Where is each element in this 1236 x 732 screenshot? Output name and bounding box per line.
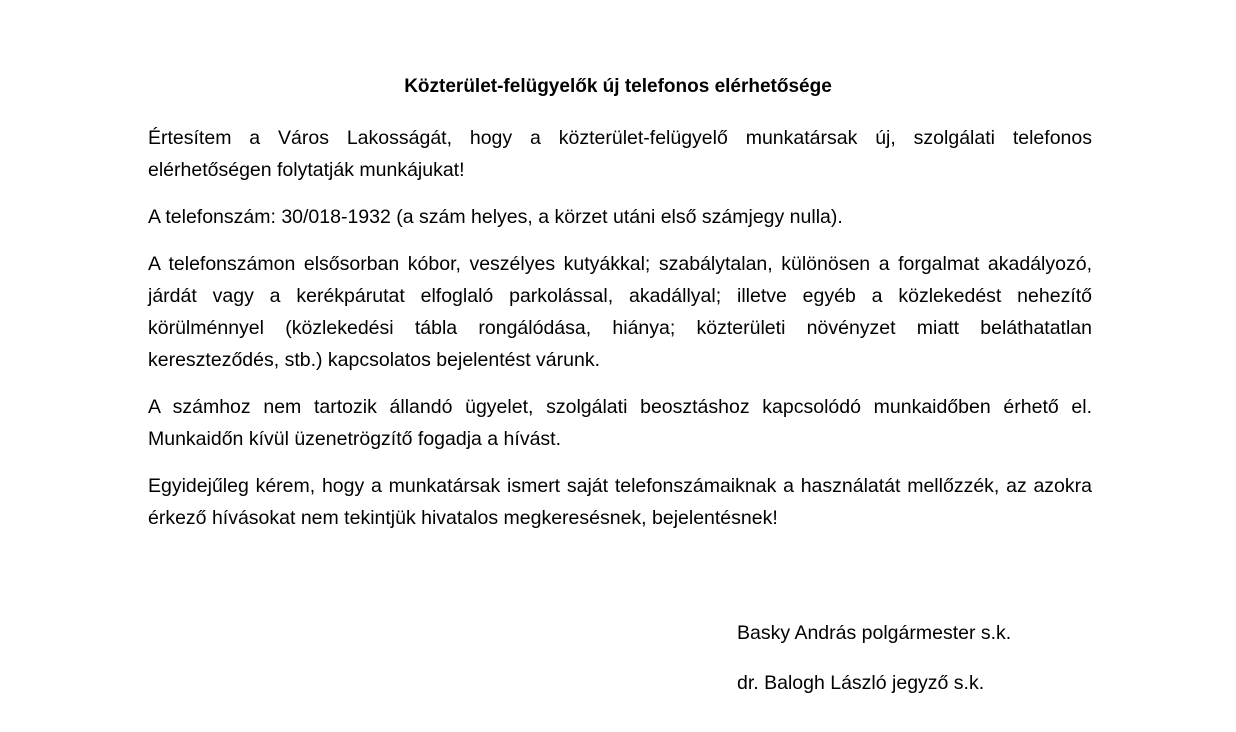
document-title: Közterület-felügyelők új telefonos elérhetősége <box>404 76 832 97</box>
paragraph-phone-number: A telefonszám: 30/018-1932 (a szám helyes, a körzet utáni első számjegy nulla). <box>148 206 843 228</box>
paragraph-request: Egyidejűleg kérem, hogy a munkatársak ismert saját telefonszámaiknak a használatát mellőzzék, az azokra érkező hívásokat nem tekintjük hivatalos megkeresésnek, bejelentésnek! <box>148 475 1092 529</box>
paragraph-availability: A számhoz nem tartozik állandó ügyelet, szolgálati beosztáshoz kapcsolódó munkaidőben érhető el. Munkaidőn kívül üzenetrögzítő fogadja a hívást. <box>148 396 1092 450</box>
paragraph-report-topics: A telefonszámon elsősorban kóbor, veszélyes kutyákkal; szabálytalan, különösen a forgalmat akadályozó, járdát vagy a kerékpárutat elfoglaló parkolással, akadállyal; illetve egyéb a közlekedést nehezítő körülménnyel (közlekedési tábla rongálódása, hiánya; közterületi növényzet miatt beláthatatlan kereszteződés, stb.) kapcsolatos bejelentést várunk. <box>148 253 1092 371</box>
document-body <box>148 122 1092 549</box>
signature-notary: dr. Balogh László jegyző s.k. <box>737 672 985 694</box>
signature-mayor: Basky András polgármester s.k. <box>737 622 1012 644</box>
paragraph-announcement: Értesítem a Város Lakosságát, hogy a közterület-felügyelő munkatársak új, szolgálati telefonos elérhetőségen folytatják munkájukat! <box>148 127 1092 181</box>
signature-block <box>737 619 1011 719</box>
